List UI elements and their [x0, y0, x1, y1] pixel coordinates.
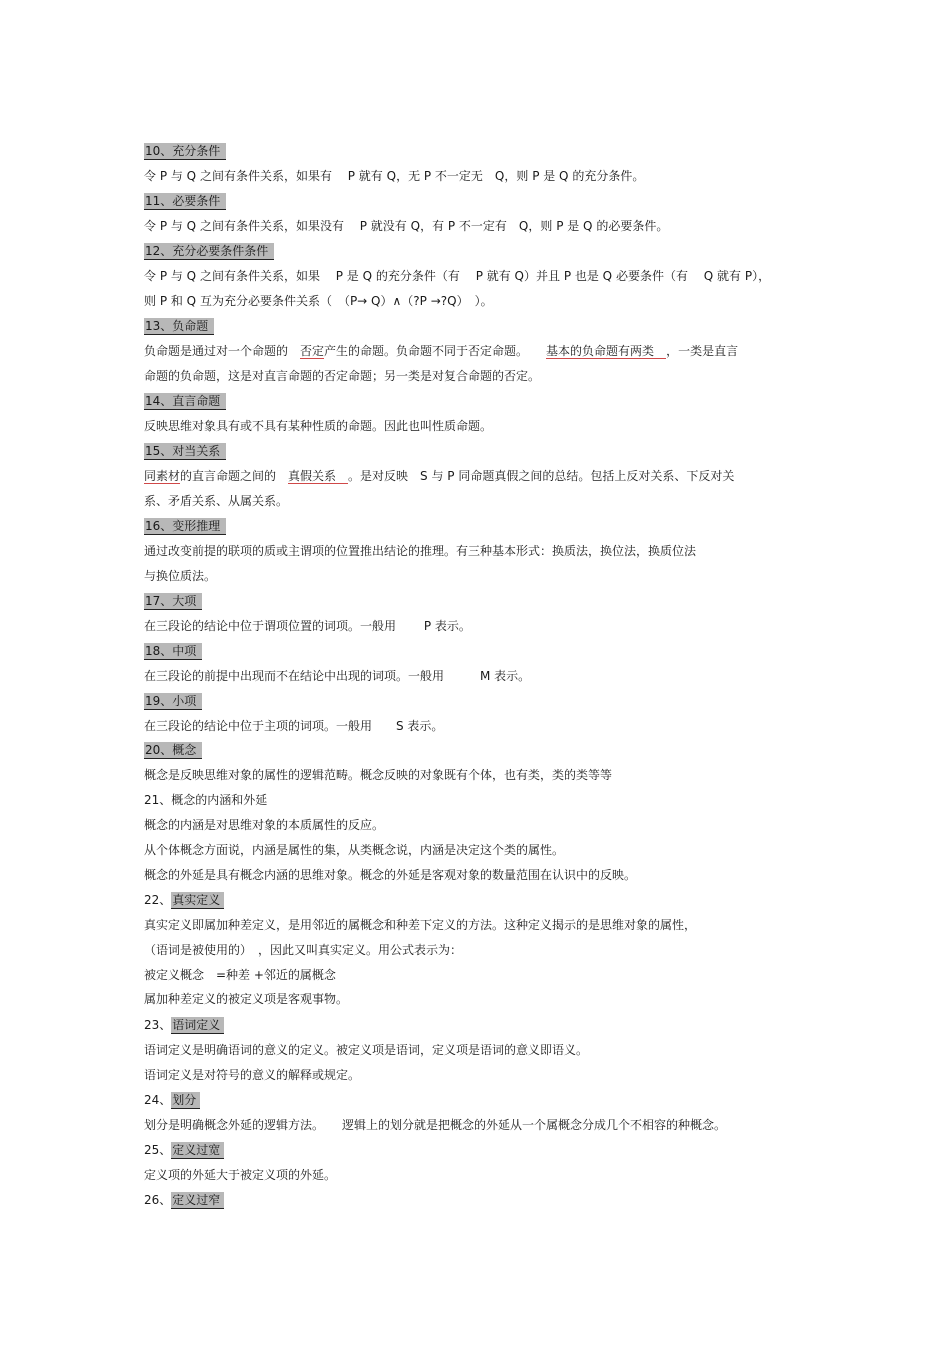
underlined-term: 否定 [300, 344, 325, 358]
underlined-term: 同素材 [144, 469, 181, 483]
underlined-term: 基本的负命题有两类 [546, 344, 667, 358]
underlined-term: 真假关系 [288, 469, 349, 483]
section-body: 语词定义是明确语词的意义的定义。被定义项是语词，定义项是语词的意义即语义。 [144, 1043, 589, 1057]
section-body: 概念的外延是具有概念内涵的思维对象。概念的外延是客观对象的数量范围在认识中的反映。 [144, 868, 637, 882]
section-heading: 22、真实定义 [144, 892, 224, 908]
section-heading: 26、定义过窄 [144, 1192, 224, 1208]
section-heading: 15、对当关系 [144, 443, 226, 459]
section-body: 属加种差定义的被定义项是客观事物。 [144, 992, 349, 1006]
section-body: 负命题是通过对一个命题的 否定产生的命题。负命题不同于否定命题。 基本的负命题有两类 ，一类是直言 [144, 344, 739, 358]
section-body: 令 P 与 Q 之间有条件关系，如果没有 P 就没有 Q，有 P 不一定有 Q，则 P 是 Q 的必要条件。 [144, 219, 669, 233]
section-body: 同素材的直言命题之间的 真假关系 。是对反映 S 与 P 同命题真假之间的总结。包括上反对关系、下反对关 [144, 469, 735, 483]
section-body: 概念是反映思维对象的属性的逻辑范畴。概念反映的对象既有个体，也有类，类的类等等 [144, 768, 613, 782]
section-heading: 18、中项 [144, 643, 202, 659]
section-body: 令 P 与 Q 之间有条件关系，如果有 P 就有 Q，无 P 不一定无 Q，则 P 是 Q 的充分条件。 [144, 169, 645, 183]
section-body: 令 P 与 Q 之间有条件关系，如果 P 是 Q 的充分条件（有 P 就有 Q）并且 P 也是 Q 必要条件（有 Q 就有 P）， [144, 269, 771, 283]
section-heading: 14、直言命题 [144, 393, 226, 409]
section-heading: 19、小项 [144, 693, 202, 709]
section-heading: 25、定义过宽 [144, 1142, 224, 1158]
section-heading: 23、语词定义 [144, 1017, 224, 1033]
section-body: 真实定义即属加种差定义，是用邻近的属概念和种差下定义的方法。这种定义揭示的是思维对象的属性， [144, 918, 697, 932]
section-heading: 10、充分条件 [144, 143, 226, 159]
section-heading: 24、划分 [144, 1092, 200, 1108]
section-body: 被定义概念 =种差 +邻近的属概念 [144, 968, 336, 982]
section-body: 命题的负命题，这是对直言命题的否定命题；另一类是对复合命题的否定。 [144, 369, 541, 383]
section-heading: 13、负命题 [144, 318, 214, 334]
section-heading: 20、概念 [144, 742, 202, 758]
section-body: 在三段论的结论中位于谓项位置的词项。一般用 P 表示。 [144, 619, 471, 633]
section-body: 语词定义是对符号的意义的解释或规定。 [144, 1068, 361, 1082]
section-heading: 17、大项 [144, 593, 202, 609]
section-body: 在三段论的前提中出现而不在结论中出现的词项。一般用 M 表示。 [144, 669, 531, 683]
section-heading: 12、充分必要条件条件 [144, 243, 274, 259]
section-body: 则 P 和 Q 互为充分必要条件关系（ （P→ Q）∧（?P →?Q） ）。 [144, 294, 493, 308]
section-body: 反映思维对象具有或不具有某种性质的命题。因此也叫性质命题。 [144, 419, 493, 433]
section-heading: 16、变形推理 [144, 518, 226, 534]
section-body: 从个体概念方面说，内涵是属性的集，从类概念说，内涵是决定这个类的属性。 [144, 843, 565, 857]
section-heading-plain: 21、概念的内涵和外延 [144, 793, 268, 807]
section-body: 系、矛盾关系、从属关系。 [144, 494, 289, 508]
section-body: 与换位质法。 [144, 569, 217, 583]
section-body: 概念的内涵是对思维对象的本质属性的反应。 [144, 818, 385, 832]
section-body: （语词是被使用的） ，因此又叫真实定义。用公式表示为： [144, 943, 463, 957]
section-heading: 11、必要条件 [144, 193, 226, 209]
section-body: 划分是明确概念外延的逻辑方法。 逻辑上的划分就是把概念的外延从一个属概念分成几个不相容的种概念。 [144, 1118, 727, 1132]
section-body: 通过改变前提的联项的质或主谓项的位置推出结论的推理。有三种基本形式：换质法，换位法，换质位法 [144, 544, 697, 558]
section-body: 定义项的外延大于被定义项的外延。 [144, 1168, 337, 1182]
section-body: 在三段论的结论中位于主项的词项。一般用 S 表示。 [144, 719, 444, 733]
